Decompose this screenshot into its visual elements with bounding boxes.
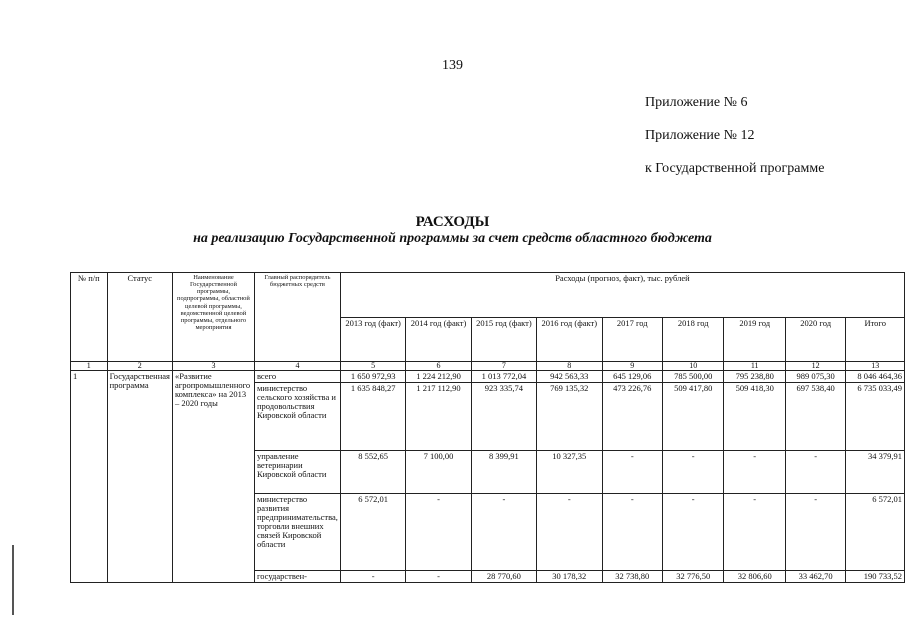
column-number: 5: [340, 362, 405, 371]
value-cell: -: [340, 571, 405, 583]
value-cell: -: [471, 494, 536, 571]
value-cell: 6 572,01: [340, 494, 405, 571]
header-year: 2018 год: [662, 317, 723, 362]
program-name: «Развитие агропромышленного комплекса» на 2013 – 2020 годы: [172, 371, 254, 583]
appendix-line-3: к Государственной программе: [645, 161, 825, 176]
header-manager: Главный распорядитель бюджетных средств: [254, 273, 340, 362]
header-year: 2019 год: [724, 317, 785, 362]
table-header-row: [71, 273, 905, 318]
margin-rule: [12, 545, 14, 615]
value-cell: 8 552,65: [340, 451, 405, 494]
program-status: Государственная программа: [107, 371, 172, 583]
header-year: 2015 год (факт): [471, 317, 536, 362]
value-cell: -: [602, 494, 662, 571]
column-number: 3: [172, 362, 254, 371]
value-cell: 30 178,32: [537, 571, 602, 583]
value-cell: 942 563,33: [537, 371, 602, 383]
manager-cell: министерство развития предпринимательства, торговли внешних связей Кировской области: [254, 494, 340, 571]
manager-cell: министерство сельского хозяйства и продовольствия Кировской области: [254, 383, 340, 451]
value-cell: 1 650 972,93: [340, 371, 405, 383]
column-number: 2: [107, 362, 172, 371]
document-subtitle: на реализацию Государственной программы за счет средств областного бюджета: [193, 231, 712, 246]
value-cell: 1 013 772,04: [471, 371, 536, 383]
value-cell: -: [724, 451, 785, 494]
column-number: 8: [537, 362, 602, 371]
value-cell: -: [662, 494, 723, 571]
value-cell: -: [406, 494, 471, 571]
value-cell: 32 738,80: [602, 571, 662, 583]
table-row: [71, 371, 905, 383]
total-cell: 6 572,01: [846, 494, 905, 571]
value-cell: 7 100,00: [406, 451, 471, 494]
value-cell: 697 538,40: [785, 383, 845, 451]
value-cell: 1 635 848,27: [340, 383, 405, 451]
program-num: 1: [71, 371, 108, 583]
value-cell: -: [785, 451, 845, 494]
value-cell: 785 500,00: [662, 371, 723, 383]
value-cell: 769 135,32: [537, 383, 602, 451]
header-year: 2014 год (факт): [406, 317, 471, 362]
header-status: Статус: [107, 273, 172, 362]
page-number: 139: [442, 58, 463, 73]
value-cell: -: [602, 451, 662, 494]
column-number: 12: [785, 362, 845, 371]
appendix-line-2: Приложение № 12: [645, 128, 755, 143]
header-num: № п/п: [71, 273, 108, 362]
value-cell: -: [406, 571, 471, 583]
value-cell: -: [724, 494, 785, 571]
value-cell: 509 417,80: [662, 383, 723, 451]
column-number: 13: [846, 362, 905, 371]
value-cell: 10 327,35: [537, 451, 602, 494]
column-number: 6: [406, 362, 471, 371]
header-expenses: Расходы (прогноз, факт), тыс. рублей: [340, 273, 904, 318]
total-cell: 8 046 464,36: [846, 371, 905, 383]
value-cell: 8 399,91: [471, 451, 536, 494]
value-cell: 923 335,74: [471, 383, 536, 451]
value-cell: 645 129,06: [602, 371, 662, 383]
total-cell: 190 733,52: [846, 571, 905, 583]
value-cell: 1 217 112,90: [406, 383, 471, 451]
value-cell: -: [662, 451, 723, 494]
value-cell: 795 238,80: [724, 371, 785, 383]
value-cell: 989 075,30: [785, 371, 845, 383]
total-cell: 6 735 033,49: [846, 383, 905, 451]
manager-cell: государствен-: [254, 571, 340, 583]
column-number: 10: [662, 362, 723, 371]
value-cell: 1 224 212,90: [406, 371, 471, 383]
header-year: 2020 год: [785, 317, 845, 362]
appendix-line-1: Приложение № 6: [645, 95, 748, 110]
value-cell: 33 462,70: [785, 571, 845, 583]
header-year: 2017 год: [602, 317, 662, 362]
column-number: 4: [254, 362, 340, 371]
header-year: 2016 год (факт): [537, 317, 602, 362]
header-year: 2013 год (факт): [340, 317, 405, 362]
column-number: 1: [71, 362, 108, 371]
column-number: 11: [724, 362, 785, 371]
value-cell: 509 418,30: [724, 383, 785, 451]
column-number-row: [71, 362, 905, 371]
column-number: 7: [471, 362, 536, 371]
total-cell: 34 379,91: [846, 451, 905, 494]
header-total: Итого: [846, 317, 905, 362]
value-cell: 473 226,76: [602, 383, 662, 451]
value-cell: 32 776,50: [662, 571, 723, 583]
manager-cell: управление ветеринарии Кировской области: [254, 451, 340, 494]
value-cell: -: [785, 494, 845, 571]
header-name: Наименование Государственной программы, подпрограммы, областной целевой программы, ведомственной целевой программы, отдельного мероприятия: [172, 273, 254, 362]
column-number: 9: [602, 362, 662, 371]
value-cell: -: [537, 494, 602, 571]
value-cell: 32 806,60: [724, 571, 785, 583]
expenses-table: [70, 272, 905, 583]
manager-cell: всего: [254, 371, 340, 383]
document-title: РАСХОДЫ: [415, 214, 490, 230]
value-cell: 28 770,60: [471, 571, 536, 583]
